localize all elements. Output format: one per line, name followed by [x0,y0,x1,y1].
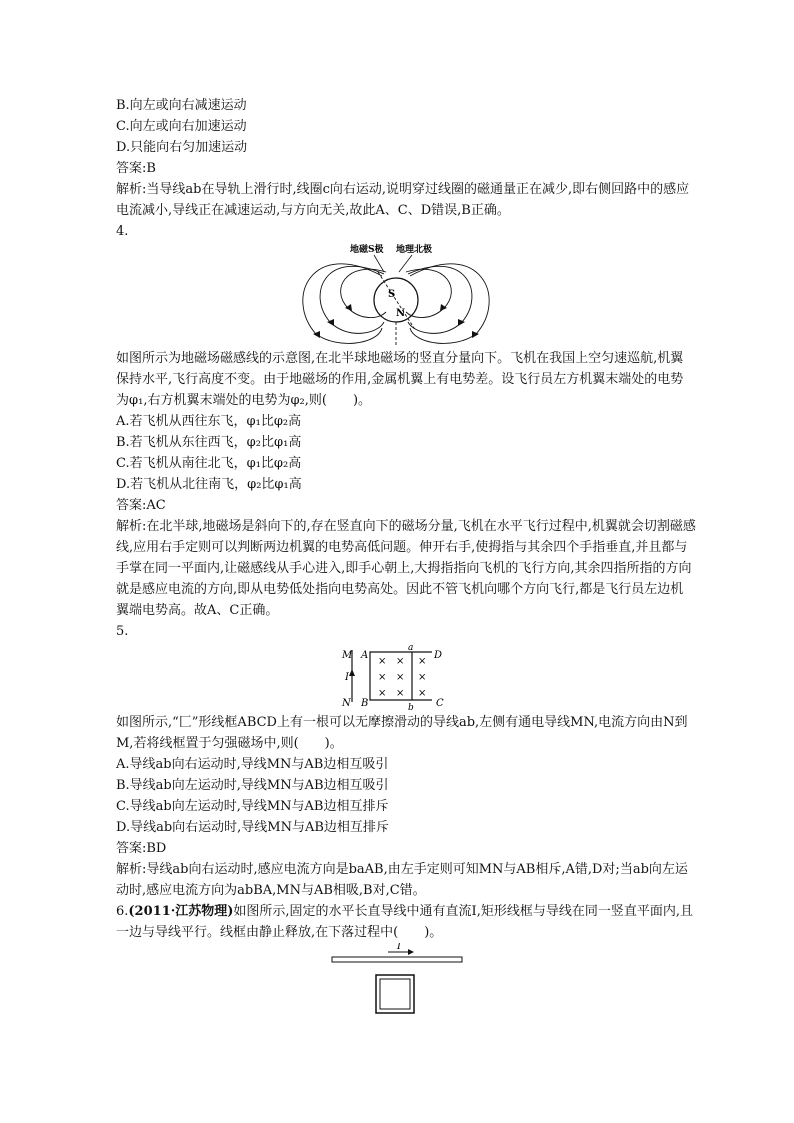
q4-option-b: B.若飞机从东往西飞，φ₂比φ₁高 [116,435,302,450]
fig-label-c-corner: C [436,698,444,709]
svg-text:×: × [378,656,387,667]
fig-label-n-pole: N [396,308,406,319]
q4-answer: 答案:AC [116,498,166,513]
fig-label-current: I [345,672,349,683]
q4-stem: 如图所示为地磁场磁感线的示意图,在北半球地磁场的竖直分量向下。飞机在我国上空匀速巡航,机翼保持水平,飞行高度不变。由于地磁场的作用,金属机翼上有电势差。设飞行员左方机翼末端处的电势为φ₁,右方机翼末端处的电势为φ₂,则( )。 [116,351,684,408]
q5-stem: 如图所示,“匚”形线框ABCD上有一根可以无摩擦滑动的导线ab,左侧有通电导线MN,电流方向由N到M,若将线框置于匀强磁场中,则( )。 [116,715,688,751]
svg-text:×: × [418,672,427,683]
geomagnetic-field-diagram [116,242,696,348]
q5-option-a: A.导线ab向右运动时,导线MN与AB边相互吸引 [116,757,389,772]
q3-option-d: D.只能向右匀加速运动 [116,140,248,155]
fig-label-a-corner: A [361,650,369,661]
q5-number: 5. [116,624,129,639]
q5-figure-frame [116,642,696,712]
q5-option-c: C.导线ab向左运动时,导线MN与AB边相互排斥 [116,799,389,814]
q3-answer: 答案:B [116,161,156,176]
q5-option-b: B.导线ab向左运动时,导线MN与AB边相互吸引 [116,778,389,793]
q4-option-d: D.若飞机从北往南飞，φ₂比φ₁高 [116,477,302,492]
q6-stem: 如图所示,固定的水平长直导线中通有直流I,矩形线框与导线在同一竖直平面内,且一边与导线平行。线框由静止释放,在下落过程中( )。 [116,904,693,940]
svg-text:×: × [396,656,405,667]
q4-number: 4. [116,224,129,239]
fig-label-b-corner: B [361,698,369,709]
svg-text:×: × [396,672,405,683]
fig-label-m: M [342,650,353,661]
svg-text:×: × [378,672,387,683]
q4-figure-geomagnetic [116,242,696,348]
svg-text:×: × [396,688,405,699]
fig-label-s-pole: S [388,289,396,300]
fig-label-current: I [397,943,401,952]
q3-analysis: 解析:当导线ab在导轨上滑行时,线圈c向右运动,说明穿过线圈的磁通量正在减少,即右侧回路中的感应电流减小,导线正在减速运动,与方向无关,故此A、C、D错误,B正确。 [116,182,690,218]
q3-option-b: B.向左或向右减速运动 [116,98,247,113]
fig-label-n: N [342,698,351,709]
q3-option-c: C.向左或向右加速运动 [116,119,247,134]
q5-answer: 答案:BD [116,841,167,856]
q6-stem-block [116,901,696,943]
q5-option-d: D.导线ab向右运动时,导线MN与AB边相互排斥 [116,820,389,835]
fig-label-d-corner: D [434,650,443,661]
document-page [116,95,696,1023]
fig-label-b-rod: b [408,703,414,712]
q6-source: (2011·江苏物理) [128,904,234,919]
q4-analysis: 解析:在北半球,地磁场是斜向下的,存在竖直向下的磁场分量,飞机在水平飞行过程中,机翼就会切割磁感线,应用右手定则可以判断两边机翼的电势高低问题。伸开右手,使拇指与其余四个手指垂直,并且都与手掌在同一平面内,让磁感线从手心进入,即手心朝上,大拇指指向飞机的飞行方向,其余四指所指的方向就是感应电流的方向,即从电势低处指向电势高处。因此不管飞机向哪个方向飞行,都是飞行员左边机翼端电势高。故A、C正确。 [116,519,696,618]
fig-label-geographic-north: 地理北极 [396,245,433,255]
svg-text:×: × [418,656,427,667]
q4-option-a: A.若飞机从西往东飞，φ₁比φ₂高 [116,414,302,429]
q4-option-c: C.若飞机从南往北飞，φ₁比φ₂高 [116,456,302,471]
magnetic-field-crosses [378,656,426,699]
svg-text:×: × [418,688,427,699]
q6-number: 6. [116,904,129,919]
frame-circuit-diagram [116,642,696,712]
svg-text:×: × [378,688,387,699]
q6-figure-wire-frame [116,943,696,1023]
fig-label-magnetic-s: 地磁S极 [350,245,384,255]
q5-analysis: 解析:导线ab向右运动时,感应电流方向是baAB,由左手定则可知MN与AB相斥,A错,D对;当ab向左运动时,感应电流方向为abBA,MN与AB相吸,B对,C错。 [116,862,688,898]
wire-and-frame-diagram [116,943,696,1023]
fig-label-a-rod: a [408,643,414,653]
